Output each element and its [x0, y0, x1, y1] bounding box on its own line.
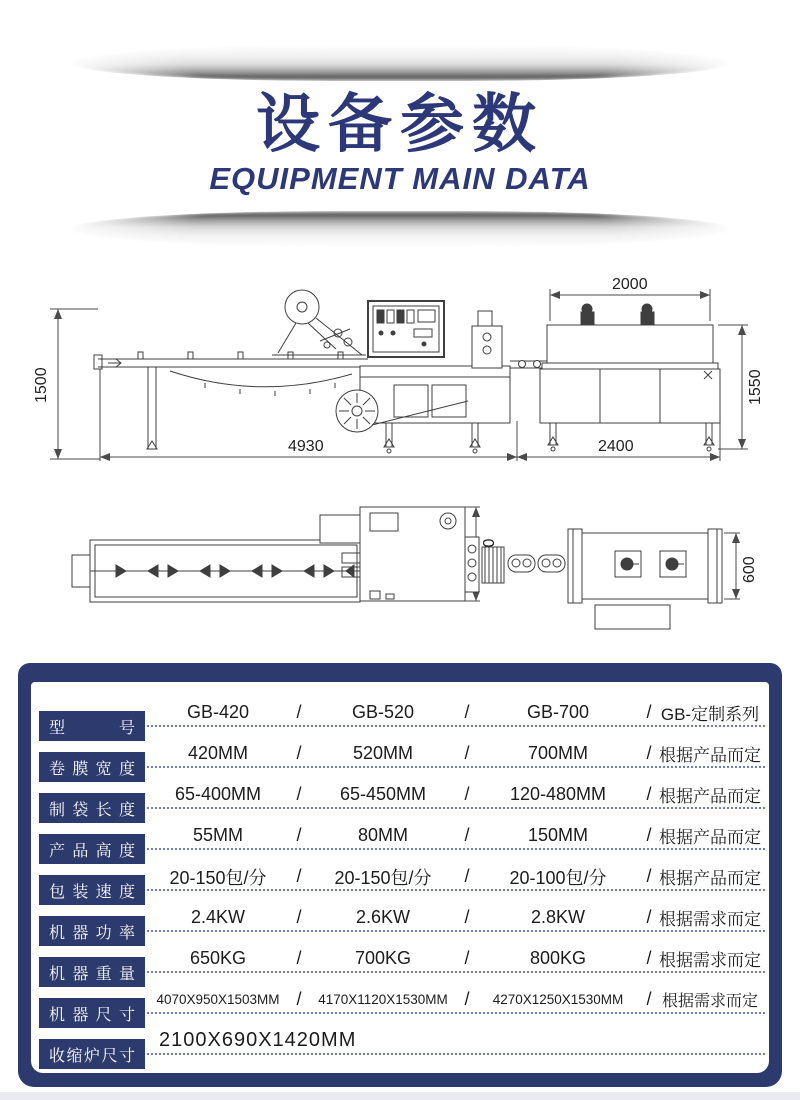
slash-separator: /: [646, 866, 652, 887]
spec-value: GB-420: [186, 702, 250, 723]
spec-value: 520MM: [352, 743, 414, 764]
slash-separator: /: [464, 907, 470, 928]
spec-value: 4270X1250X1530MM: [492, 992, 624, 1008]
slash-separator: /: [296, 743, 302, 764]
dim-label-1500: 1500: [33, 367, 50, 404]
spec-value: 4070X950X1503MM: [156, 992, 280, 1008]
dim-label-600: 600: [741, 556, 758, 584]
slash-separator: /: [646, 784, 652, 805]
slash-separator: /: [296, 907, 302, 928]
page-subtitle: EQUIPMENT MAIN DATA: [209, 161, 591, 197]
slash-separator: /: [464, 989, 470, 1010]
spec-value: 80MM: [357, 825, 408, 846]
spec-value: GB-定制系列: [660, 705, 760, 725]
side-view-drawing: [20, 271, 780, 467]
bottom-strip: [0, 1092, 800, 1100]
spec-value: 420MM: [187, 743, 249, 764]
spec-value: 根据产品而定: [659, 828, 761, 848]
spec-row-label: 型 号: [39, 711, 145, 741]
spec-value: 650KG: [189, 948, 247, 969]
spec-value: 4170X1120X1530MM: [318, 992, 448, 1008]
slash-separator: /: [646, 948, 652, 969]
slash-separator: /: [296, 948, 302, 969]
slash-separator: /: [464, 702, 470, 723]
spec-value: 65-400MM: [174, 784, 262, 805]
slash-separator: /: [296, 702, 302, 723]
spec-value: 根据需求而定: [659, 910, 761, 930]
spec-value: GB-520: [351, 702, 415, 723]
spec-row-label: 包 装 速 度: [39, 875, 145, 905]
top-shadow-bar: [70, 45, 730, 81]
slash-separator: /: [296, 866, 302, 887]
spec-value: 20-100包/分: [509, 867, 607, 888]
spec-value: 根据产品而定: [659, 746, 761, 766]
header: [0, 0, 800, 247]
spec-value: 2.4KW: [190, 907, 246, 928]
slash-separator: /: [296, 989, 302, 1010]
spec-value: 20-150包/分: [169, 867, 267, 888]
spec-value: 根据产品而定: [659, 869, 761, 889]
bottom-shadow-bar: [70, 211, 730, 247]
slash-separator: /: [464, 825, 470, 846]
dim-label-1550: 1550: [747, 369, 764, 406]
dim-label-2000: 2000: [612, 276, 648, 294]
slash-separator: /: [464, 866, 470, 887]
spec-value: 2.6KW: [355, 907, 411, 928]
spec-value: 800KG: [529, 948, 587, 969]
spec-value: 55MM: [192, 825, 243, 846]
page-title: 设备参数: [256, 88, 544, 160]
slash-separator: /: [296, 784, 302, 805]
slash-separator: /: [646, 989, 652, 1010]
spec-value: 20-150包/分: [334, 867, 432, 888]
spec-row-label: 收 缩 炉 尺 寸: [39, 1039, 145, 1069]
spec-value: GB-700: [526, 702, 590, 723]
spec-table: [31, 682, 769, 1073]
technical-drawings: [0, 247, 800, 645]
spec-row: [31, 692, 769, 737]
slash-separator: /: [296, 825, 302, 846]
spec-value: 700MM: [527, 743, 589, 764]
spec-value: 2.8KW: [530, 907, 586, 928]
slash-separator: /: [646, 702, 652, 723]
dim-label-4930: 4930: [288, 438, 324, 456]
spec-value: 150MM: [527, 825, 589, 846]
spec-value: 根据需求而定: [659, 951, 761, 971]
spec-value: 根据需求而定: [661, 993, 758, 1011]
spec-value: 120-480MM: [509, 784, 607, 805]
top-view-drawing: [20, 495, 780, 645]
spec-row-label: 产 品 高 度: [39, 834, 145, 864]
slash-separator: /: [646, 825, 652, 846]
spec-value: 65-450MM: [339, 784, 427, 805]
spec-row-label: 机 器 功 率: [39, 916, 145, 946]
spec-value: 700KG: [354, 948, 412, 969]
spec-value: 2100X690X1420MM: [159, 1029, 357, 1052]
spec-value: 根据产品而定: [659, 787, 761, 807]
slash-separator: /: [646, 743, 652, 764]
slash-separator: /: [464, 784, 470, 805]
spec-row-label: 卷 膜 宽 度: [39, 752, 145, 782]
dim-label-2400: 2400: [598, 438, 634, 456]
slash-separator: /: [464, 743, 470, 764]
slash-separator: /: [646, 907, 652, 928]
spec-table-panel: [18, 663, 782, 1087]
spec-row-label: 机 器 重 量: [39, 957, 145, 987]
slash-separator: /: [464, 948, 470, 969]
spec-row-label: 机 器 尺 寸: [39, 998, 145, 1028]
spec-row-label: 制 袋 长 度: [39, 793, 145, 823]
